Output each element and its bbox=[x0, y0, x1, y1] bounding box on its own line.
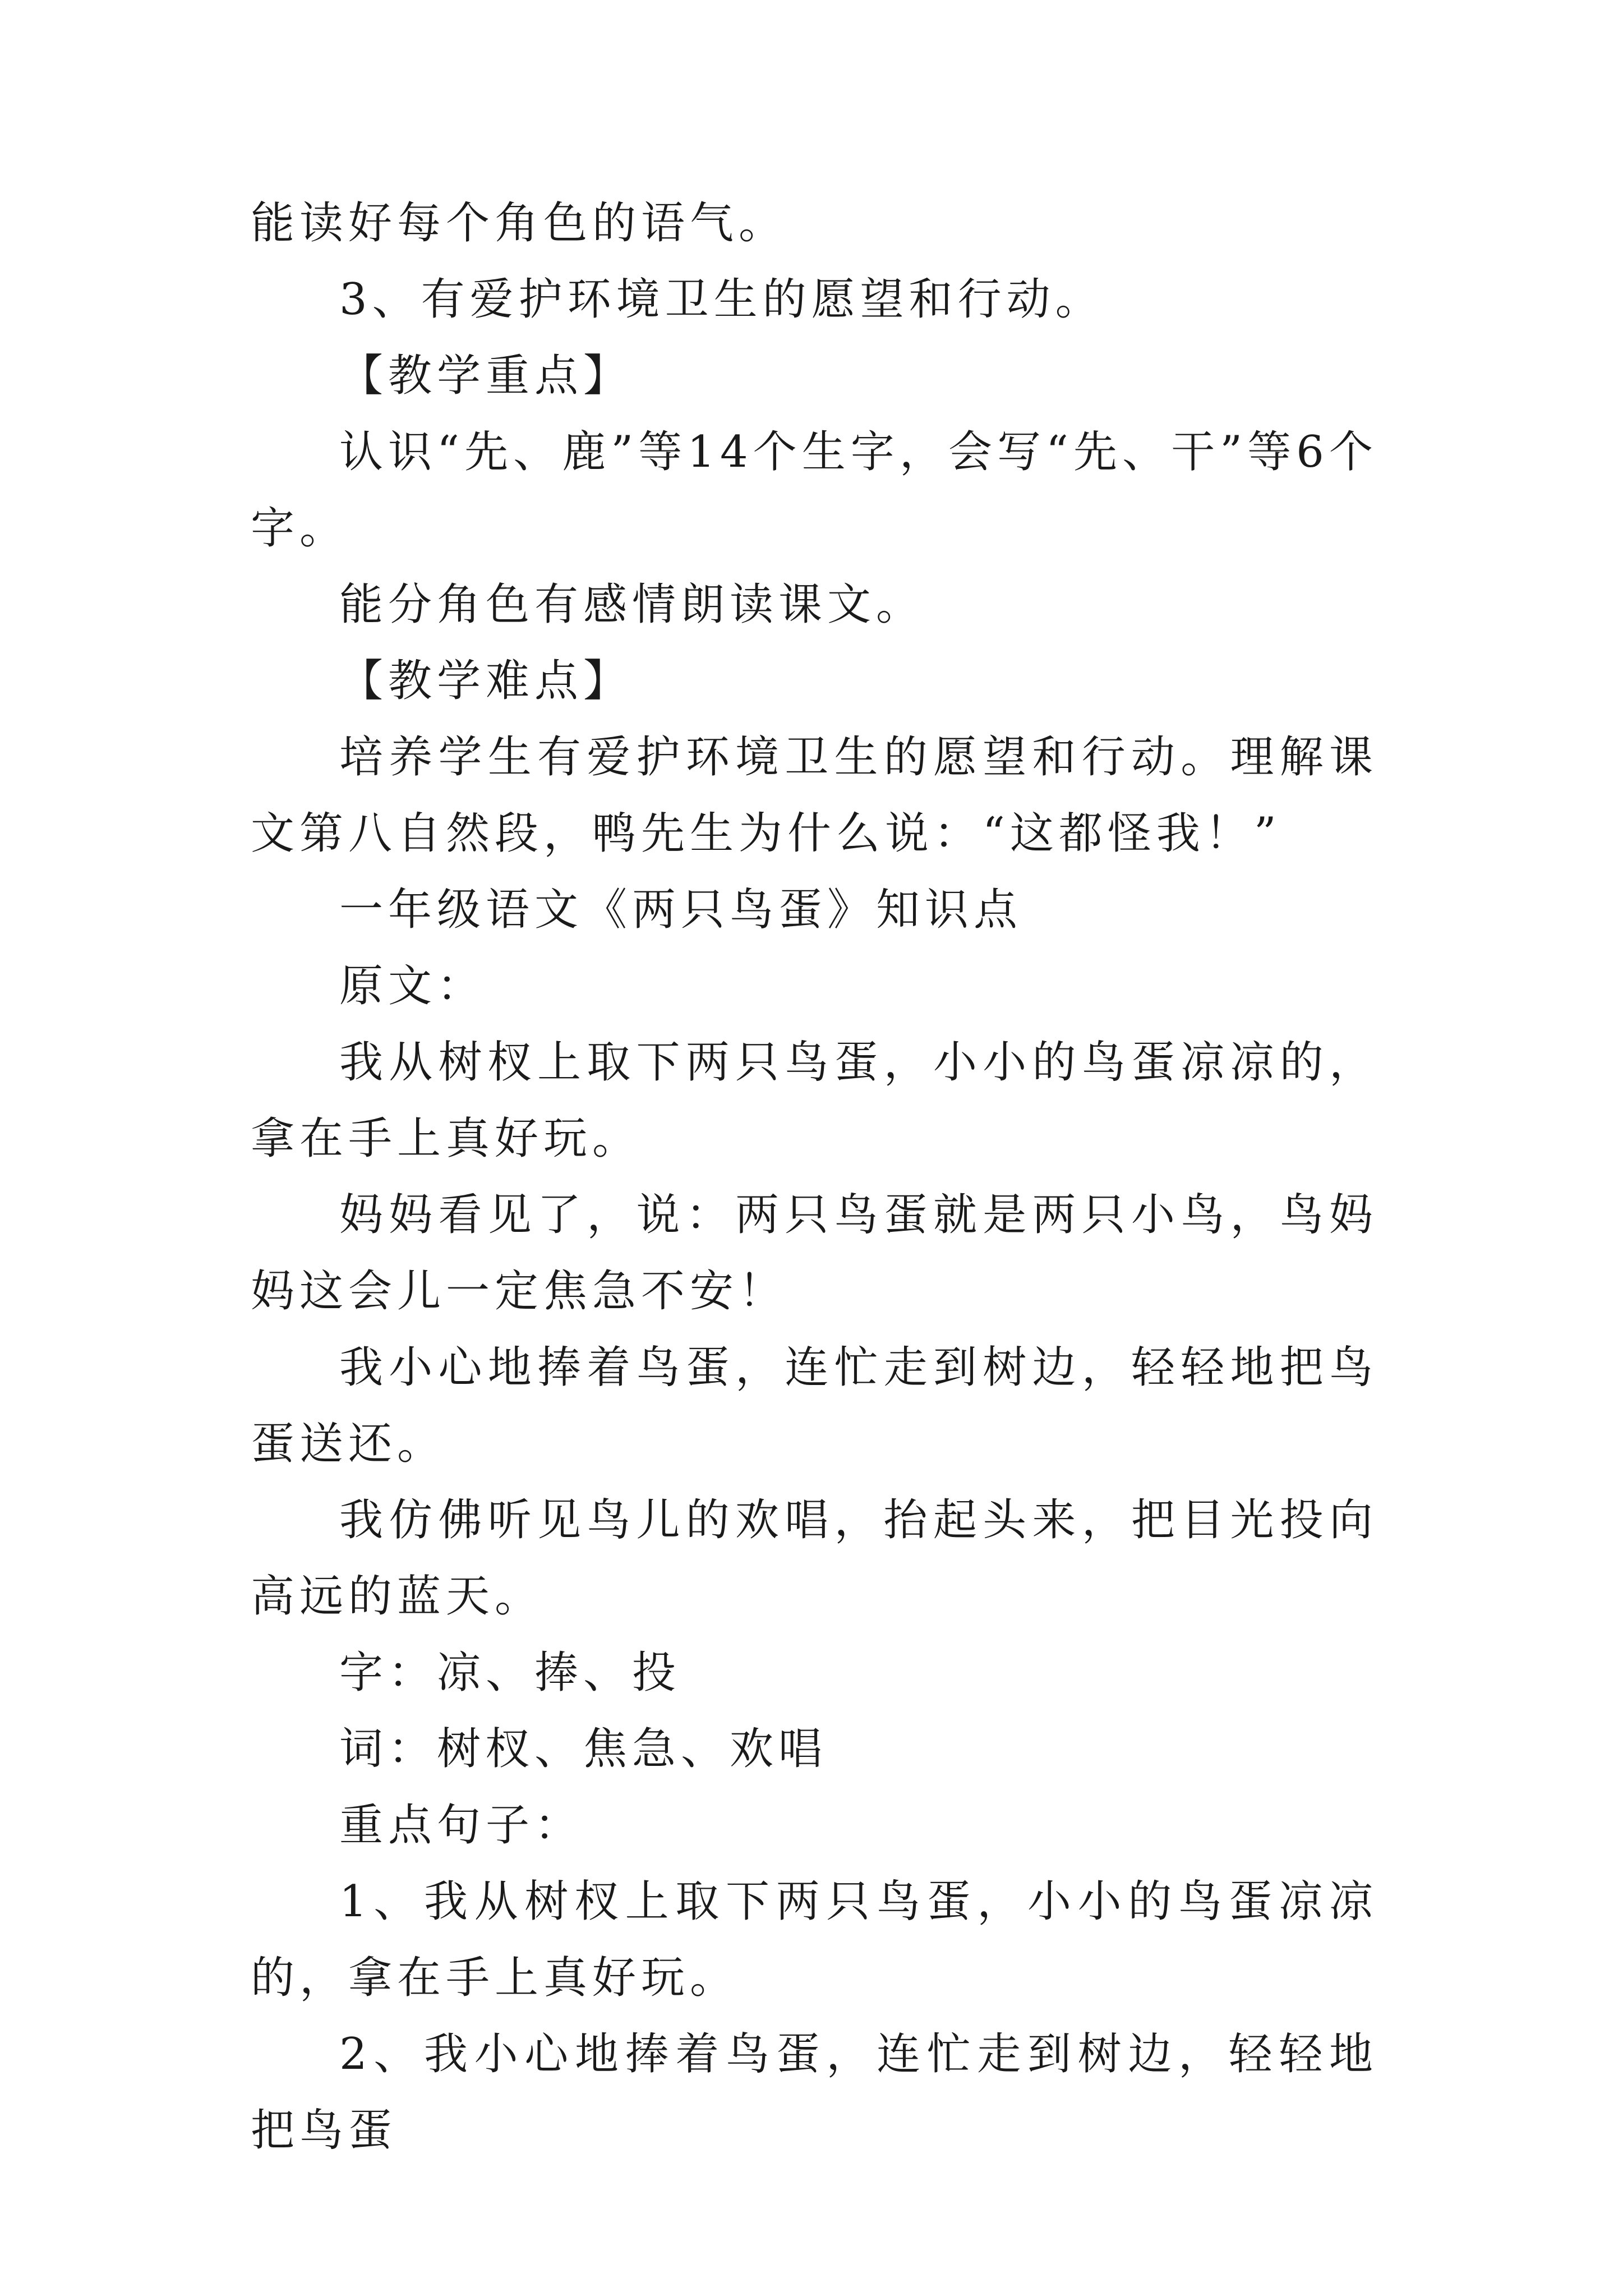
key-sentence-2: 2、我小心地捧着鸟蛋，连忙走到树边，轻轻地把鸟蛋 bbox=[251, 2029, 1378, 2156]
section-heading-original-text: 原文： bbox=[339, 961, 486, 1011]
paragraph-7: 培养学生有爱护环境卫生的愿望和行动。理解课文第八自然段，鸭先生为什么说：“这都怪我！” bbox=[251, 732, 1378, 859]
paragraph-words: 词：树杈、焦急、欢唱 bbox=[339, 1724, 828, 1774]
paragraph-2: 3、有爱护环境卫生的愿望和行动。 bbox=[339, 274, 1104, 325]
paragraph-5: 能分角色有感情朗读课文。 bbox=[339, 579, 925, 630]
document-body bbox=[251, 185, 1378, 2169]
section-heading-teaching-focus: 【教学重点】 bbox=[339, 351, 633, 401]
paragraph-4: 认识“先、鹿”等14个生字，会写“先、干”等6个字。 bbox=[251, 427, 1378, 554]
paragraph-13: 我仿佛听见鸟儿的欢唱，抬起头来，把目光投向高远的蓝天。 bbox=[251, 1495, 1378, 1622]
section-heading-key-sentences: 重点句子： bbox=[339, 1800, 584, 1851]
paragraph-10: 我从树杈上取下两只鸟蛋，小小的鸟蛋凉凉的，拿在手上真好玩。 bbox=[251, 1037, 1378, 1164]
paragraph-characters: 字：凉、捧、投 bbox=[339, 1648, 681, 1698]
paragraph-11: 妈妈看见了，说：两只鸟蛋就是两只小鸟，鸟妈妈这会儿一定焦急不安！ bbox=[251, 1190, 1378, 1317]
paragraph-12: 我小心地捧着鸟蛋，连忙走到树边，轻轻地把鸟蛋送还。 bbox=[251, 1342, 1378, 1469]
section-heading-teaching-difficulty: 【教学难点】 bbox=[339, 656, 633, 706]
key-sentence-1: 1、我从树杈上取下两只鸟蛋，小小的鸟蛋凉凉的，拿在手上真好玩。 bbox=[251, 1876, 1378, 2003]
section-heading-knowledge-points: 一年级语文《两只鸟蛋》知识点 bbox=[339, 885, 1023, 935]
paragraph-1: 能读好每个角色的语气。 bbox=[251, 198, 788, 249]
